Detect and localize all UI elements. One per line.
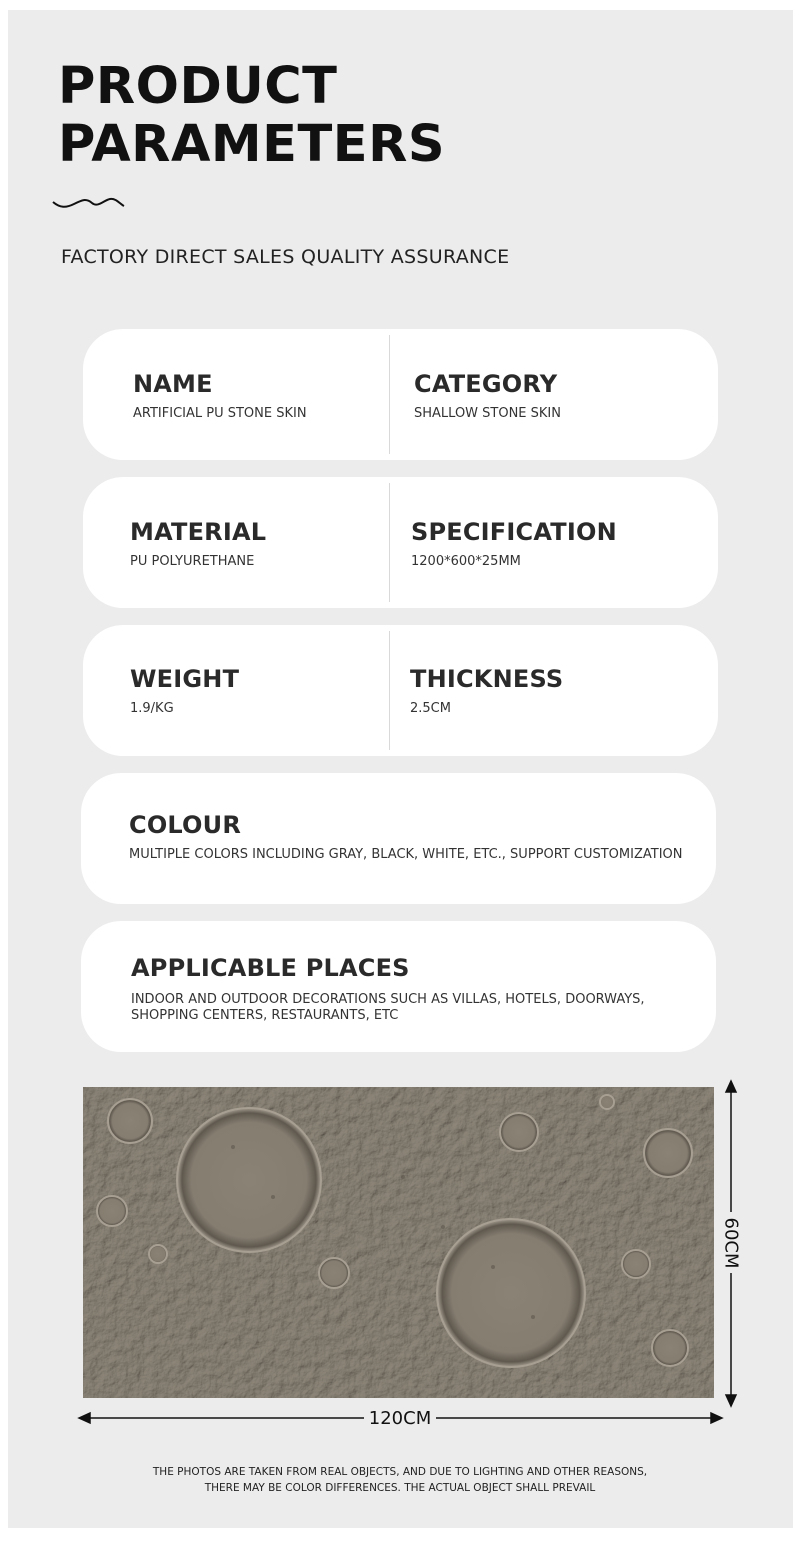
card-applicable-places [81,921,716,1052]
subtitle: FACTORY DIRECT SALES QUALITY ASSURANCE [61,246,510,268]
card-divider [389,631,390,750]
param-colour-value: MULTIPLE COLORS INCLUDING GRAY, BLACK, WHITE, ETC., SUPPORT CUSTOMIZATION [129,847,683,862]
note-line-2: THERE MAY BE COLOR DIFFERENCES. THE ACTUAL OBJECT SHALL PREVAIL [204,1482,596,1494]
param-applicable [131,954,701,1024]
param-name-label: NAME [133,370,213,398]
title-line-2: PARAMETERS [58,115,446,174]
card-divider [389,483,390,602]
param-material-value: PU POLYURETHANE [130,554,255,569]
page-title [58,58,445,174]
param-material-label: MATERIAL [130,518,267,546]
param-applicable-value: INDOOR AND OUTDOOR DECORATIONS SUCH AS VILLAS, HOTELS, DOORWAYS, SHOPPING CENTERS, RESTAURANTS, ETC [131,992,645,1023]
card-material-specification [83,477,718,608]
param-thickness-value: 2.5CM [410,701,451,716]
disclaimer-note [100,1464,700,1496]
width-dimension-label: 120CM [364,1408,436,1429]
stone-texture [83,1087,714,1398]
card-weight-thickness [83,625,718,756]
param-colour-label: COLOUR [129,811,242,839]
squiggle-ornament-icon [52,194,126,214]
param-specification-value: 1200*600*25MM [411,554,521,569]
note-line-1: THE PHOTOS ARE TAKEN FROM REAL OBJECTS, AND DUE TO LIGHTING AND OTHER REASONS, [152,1466,648,1478]
param-name-value: ARTIFICIAL PU STONE SKIN [133,406,307,421]
param-material [130,518,266,570]
param-category-value: SHALLOW STONE SKIN [414,406,561,421]
param-weight [130,665,239,717]
stone-panel-image [83,1087,714,1398]
param-category [414,370,561,422]
param-weight-value: 1.9/KG [130,701,174,716]
title-line-1: PRODUCT [58,57,338,116]
param-name [133,370,307,422]
param-weight-label: WEIGHT [130,665,240,693]
param-colour [129,811,682,863]
param-category-label: CATEGORY [414,370,558,398]
param-specification-label: SPECIFICATION [411,518,617,546]
param-thickness-label: THICKNESS [410,665,564,693]
card-colour [81,773,716,904]
card-name-category [83,329,718,460]
card-divider [389,335,390,454]
param-specification [411,518,617,570]
height-dimension-label: 60CM [720,1217,742,1269]
param-applicable-label: APPLICABLE PLACES [131,954,410,982]
param-thickness [410,665,563,717]
